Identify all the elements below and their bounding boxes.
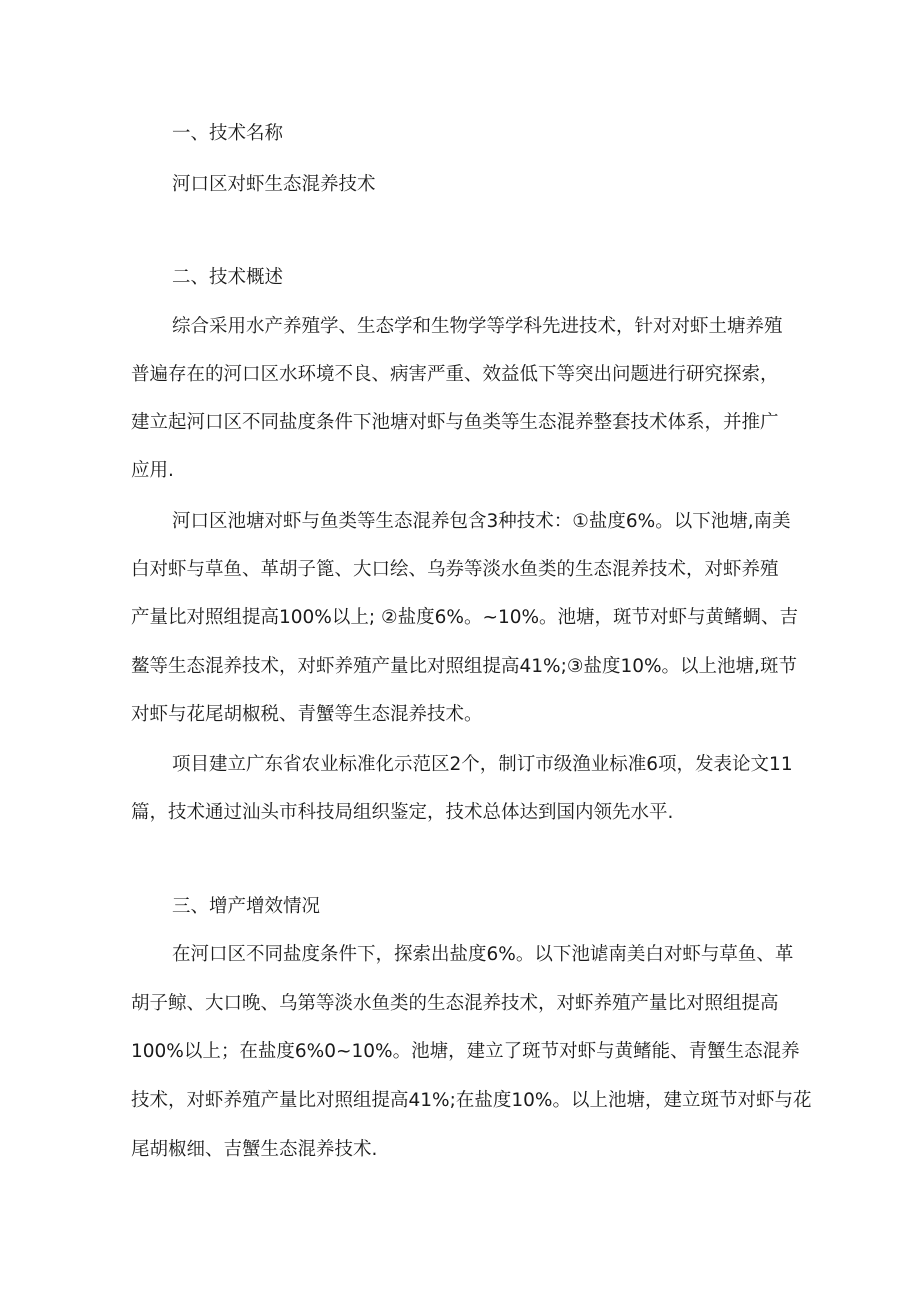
paragraph-line: 项目建立广东省农业标准化示范区2个，制订市级渔业标准6项，发表论文11 <box>172 754 793 775</box>
paragraph-line: 技术，对虾养殖产量比对照组提高41%;在盐度10%。以上池塘，建立斑节对虾与花 <box>131 1090 812 1111</box>
section-heading-2: 二、技术概述 <box>172 267 284 288</box>
paragraph-line: 100%以上；在盐度6%0~10%。池塘，建立了斑节对虾与黄鳍能、青蟹生态混养 <box>131 1041 800 1062</box>
paragraph-line: 篇，技术通过汕头市科技局组织鉴定，技术总体达到国内领先水平. <box>131 802 674 823</box>
paragraph-line: 综合采用水产养殖学、生态学和生物学等学科先进技术，针对对虾土塘养殖 <box>172 316 783 337</box>
paragraph-line: 建立起河口区不同盐度条件下池塘对虾与鱼类等生态混养整套技术体系，并推广 <box>131 412 779 433</box>
paragraph-line: 应用. <box>131 460 174 481</box>
paragraph-line: 胡子鲸、大口晚、乌第等淡水鱼类的生态混养技术，对虾养殖产量比对照组提高 <box>131 993 779 1014</box>
paragraph-line: 河口区池塘对虾与鱼类等生态混养包含3种技术：①盐度6%。以下池塘,南美 <box>172 511 791 532</box>
paragraph-line: 对虾与花尾胡椒税、青蟹等生态混养技术。 <box>131 704 483 725</box>
paragraph-line: 普遍存在的河口区水环境不良、病害严重、效益低下等突出问题进行研究探索， <box>131 364 779 385</box>
section-heading-1: 一、技术名称 <box>172 123 284 144</box>
technology-name: 河口区对虾生态混养技术 <box>172 174 376 195</box>
paragraph-line: 鳌等生态混养技术，对虾养殖产量比对照组提高41%;③盐度10%。以上池塘,斑节 <box>131 656 797 677</box>
paragraph-line: 尾胡椒细、吉蟹生态混养技术. <box>131 1139 378 1160</box>
paragraph-line: 在河口区不同盐度条件下，探索出盐度6%。以下池谑南美白对虾与草鱼、革 <box>172 944 794 965</box>
paragraph-line: 产量比对照组提高100%以上; ②盐度6%。~10%。池塘，斑节对虾与黄鳍蜩、吉 <box>131 607 799 628</box>
paragraph-line: 白对虾与草鱼、革胡子篦、大口绘、乌券等淡水鱼类的生态混养技术，对虾养殖 <box>131 559 779 580</box>
section-heading-3: 三、增产增效情况 <box>172 896 321 917</box>
